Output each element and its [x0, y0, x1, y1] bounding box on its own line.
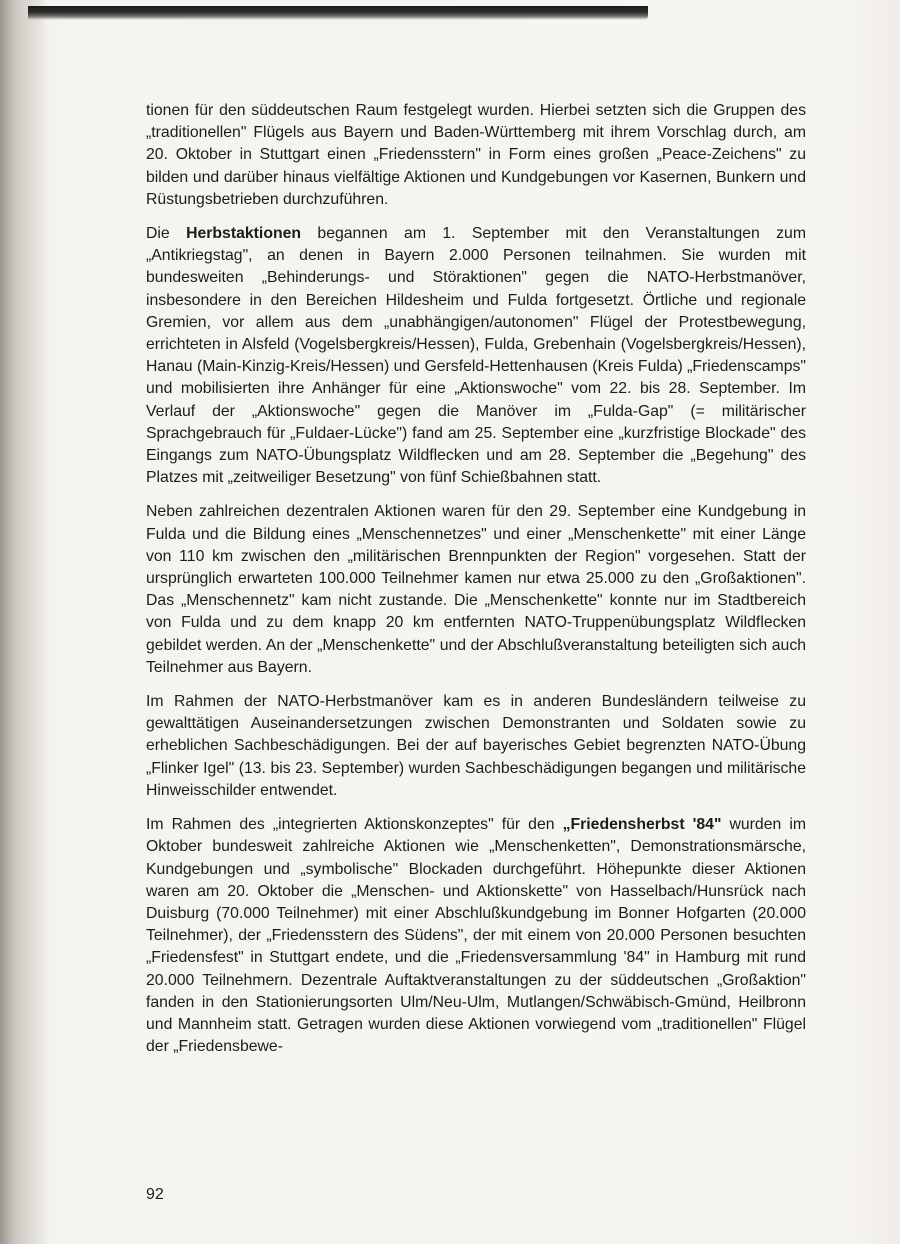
body-text: [146, 100, 806, 1070]
paragraph-2: [146, 223, 806, 489]
paragraph-5: [146, 814, 806, 1058]
paragraph-2-lead: Die: [146, 225, 187, 243]
paragraph-3: [146, 501, 806, 679]
paragraph-2-emphasis: Herbstaktionen: [186, 225, 302, 243]
paragraph-4: [146, 691, 806, 802]
paragraph-1: [146, 100, 806, 211]
book-binding-shadow: [0, 0, 48, 1244]
page-number: 92: [146, 1186, 164, 1203]
paragraph-2-text: begannen am 1. September mit den Veranstaltungen zum „Antikriegstag", an denen in Bayern 2.000 Personen teilnahmen. Sie wurden mit bundesweiten „Behinderungs- und Störaktionen" gegen die NATO-Herbstmanöver, insbesondere in den Bereichen Hildesheim und Fulda fortgesetzt. Örtliche und regionale Gremien, vor allem aus dem „unabhängigen/autonomen" Flügel der Protestbewegung, errichteten in Alsfeld (Vogelsbergkreis/Hessen), Fulda, Grebenhain (Vogelsbergkreis/Hessen), Hanau (Main-Kinzig-Kreis/Hessen) und Gersfeld-Hettenhausen (Kreis Fulda) „Friedenscamps" und mobilisierten ihre Anhänger für eine „Aktionswoche" vom 22. bis 28. September. Im Verlauf der „Aktionswoche" gegen die Manöver im „Fulda-Gap" (= militärischer Sprachgebrauch für „Fuldaer-Lücke") fand am 25. September eine „kurzfristige Blockade" des Eingangs zum NATO-Übungsplatz Wildflecken und am 28. September die „Begehung" des Platzes mit „zeitweiliger Besetzung" von fünf Schießbahnen statt.: [146, 225, 806, 487]
scan-edge-artifact: [28, 6, 648, 20]
paragraph-5-emphasis: „Friedensherbst '84": [562, 816, 722, 834]
paragraph-1-text: tionen für den süddeutschen Raum festgelegt wurden. Hierbei setzten sich die Gruppen des „traditionellen" Flügels aus Bayern und Baden-Württemberg mit ihrem Vorschlag durch, am 20. Oktober in Stuttgart einen „Friedensstern" in Form eines großen „Peace-Zeichens" zu bilden und darüber hinaus vielfältige Aktionen und Kundgebungen vor Kasernen, Bunkern und Rüstungsbetrieben durchzuführen.: [146, 102, 806, 208]
paragraph-5-lead: Im Rahmen des „integrierten Aktionskonzeptes" für den: [146, 816, 563, 834]
paragraph-5-text: wurden im Oktober bundesweit zahlreiche Aktionen wie „Menschenketten", Demonstrationsmärsche, Kundgebungen und „symbolische" Blockaden durchgeführt. Höhepunkte dieser Aktionen waren am 20. Oktober die „Menschen- und Aktionskette" von Hasselbach/Hunsrück nach Duisburg (70.000 Teilnehmer) mit einer Abschlußkundgebung im Bonner Hofgarten (20.000 Teilnehmer), der „Friedensstern des Südens", der mit einem von 20.000 Personen besuchten „Friedensfest" in Stuttgart endete, und die „Friedensversammlung '84" in Hamburg mit rund 20.000 Teilnehmern. Dezentrale Auftaktveranstaltungen zu der süddeutschen „Großaktion" fanden in den Stationierungsorten Ulm/Neu-Ulm, Mutlangen/Schwäbisch-Gmünd, Heilbronn und Mannheim statt. Getragen wurden diese Aktionen vorwiegend vom „traditionellen" Flügel der „Friedensbewe-: [146, 816, 806, 1056]
paragraph-4-text: Im Rahmen der NATO-Herbstmanöver kam es in anderen Bundesländern teilweise zu gewalttätigen Auseinandersetzungen zwischen Demonstranten und Soldaten sowie zu erheblichen Sachbeschädigungen. Bei der auf bayerisches Gebiet begrenzten NATO-Übung „Flinker Igel" (13. bis 23. September) wurden Sachbeschädigungen begangen und militärische Hinweisschilder entwendet.: [146, 693, 806, 799]
paragraph-3-text: Neben zahlreichen dezentralen Aktionen waren für den 29. September eine Kundgebung in Fulda und die Bildung eines „Menschennetzes" und einer „Menschenkette" mit einer Länge von 110 km zwischen den „militärischen Brennpunkten der Region" vorgesehen. Statt der ursprünglich erwarteten 100.000 Teilnehmer kamen nur etwa 25.000 zu den „Großaktionen". Das „Menschennetz" kam nicht zustande. Die „Menschenkette" konnte nur im Stadtbereich von Fulda und zu dem knapp 20 km entfernten NATO-Truppenübungsplatz Wildflecken gebildet werden. An der „Menschenkette" und der Abschlußveranstaltung beteiligten sich auch Teilnehmer aus Bayern.: [146, 503, 806, 676]
